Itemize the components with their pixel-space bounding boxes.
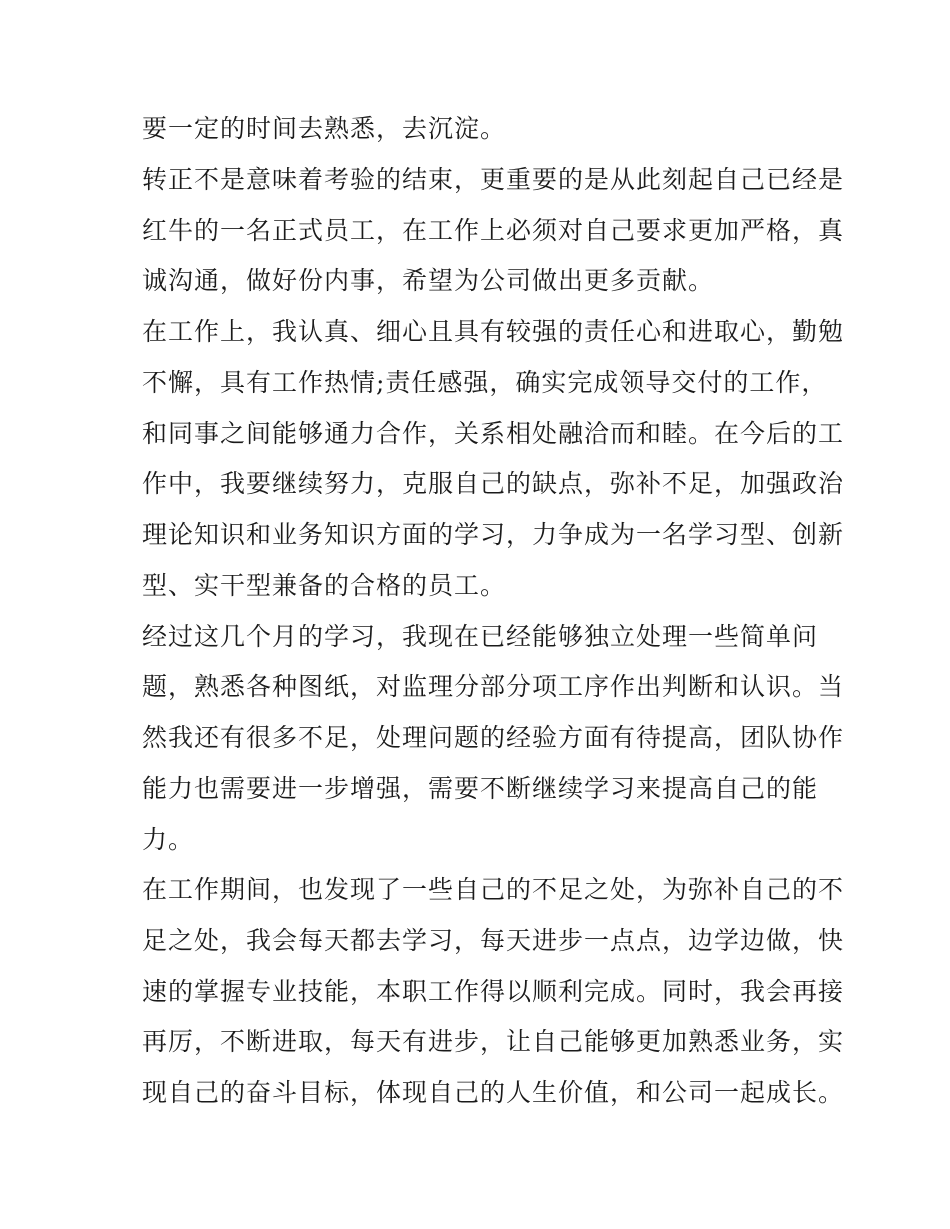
text-line: 不懈，具有工作热情;责任感强，确实完成领导交付的工作， [142,368,828,397]
text-line: 足之处，我会每天都去学习，每天进步一点点，边学边做，快 [142,926,845,955]
text-line: 在工作期间，也发现了一些自己的不足之处，为弥补自己的不 [142,875,845,904]
text-line: 题，熟悉各种图纸，对监理分部分项工序作出判断和认识。当 [142,672,845,701]
text-line: 理论知识和业务知识方面的学习，力争成为一名学习型、创新 [142,520,845,549]
text-line: 力。 [142,825,195,854]
text-line: 和同事之间能够通力合作，关系相处融洽而和睦。在今后的工 [142,419,845,448]
text-line: 型、实干型兼备的合格的员工。 [142,571,507,600]
text-line: 在工作上，我认真、细心且具有较强的责任心和进取心，勤勉 [142,317,845,346]
text-line: 转正不是意味着考验的结束，更重要的是从此刻起自己已经是 [142,165,845,194]
text-line: 要一定的时间去熟悉，去沉淀。 [142,114,507,143]
text-line: 能力也需要进一步增强，需要不断继续学习来提高自己的能 [142,774,819,803]
text-line: 经过这几个月的学习，我现在已经能够独立处理一些简单问 [142,622,819,651]
text-line: 速的掌握专业技能，本职工作得以顺利完成。同时，我会再接 [142,977,845,1006]
text-line: 然我还有很多不足，处理问题的经验方面有待提高，团队协作 [142,723,845,752]
text-line: 作中，我要继续努力，克服自己的缺点，弥补不足，加强政治 [142,469,845,498]
text-line: 现自己的奋斗目标，体现自己的人生价值，和公司一起成长。 [142,1078,845,1107]
text-line: 诚沟通，做好份内事，希望为公司做出更多贡献。 [142,266,715,295]
text-line: 红牛的一名正式员工，在工作上必须对自己要求更加严格，真 [142,216,845,245]
text-line: 再厉，不断进取，每天有进步，让自己能够更加熟悉业务，实 [142,1027,845,1056]
